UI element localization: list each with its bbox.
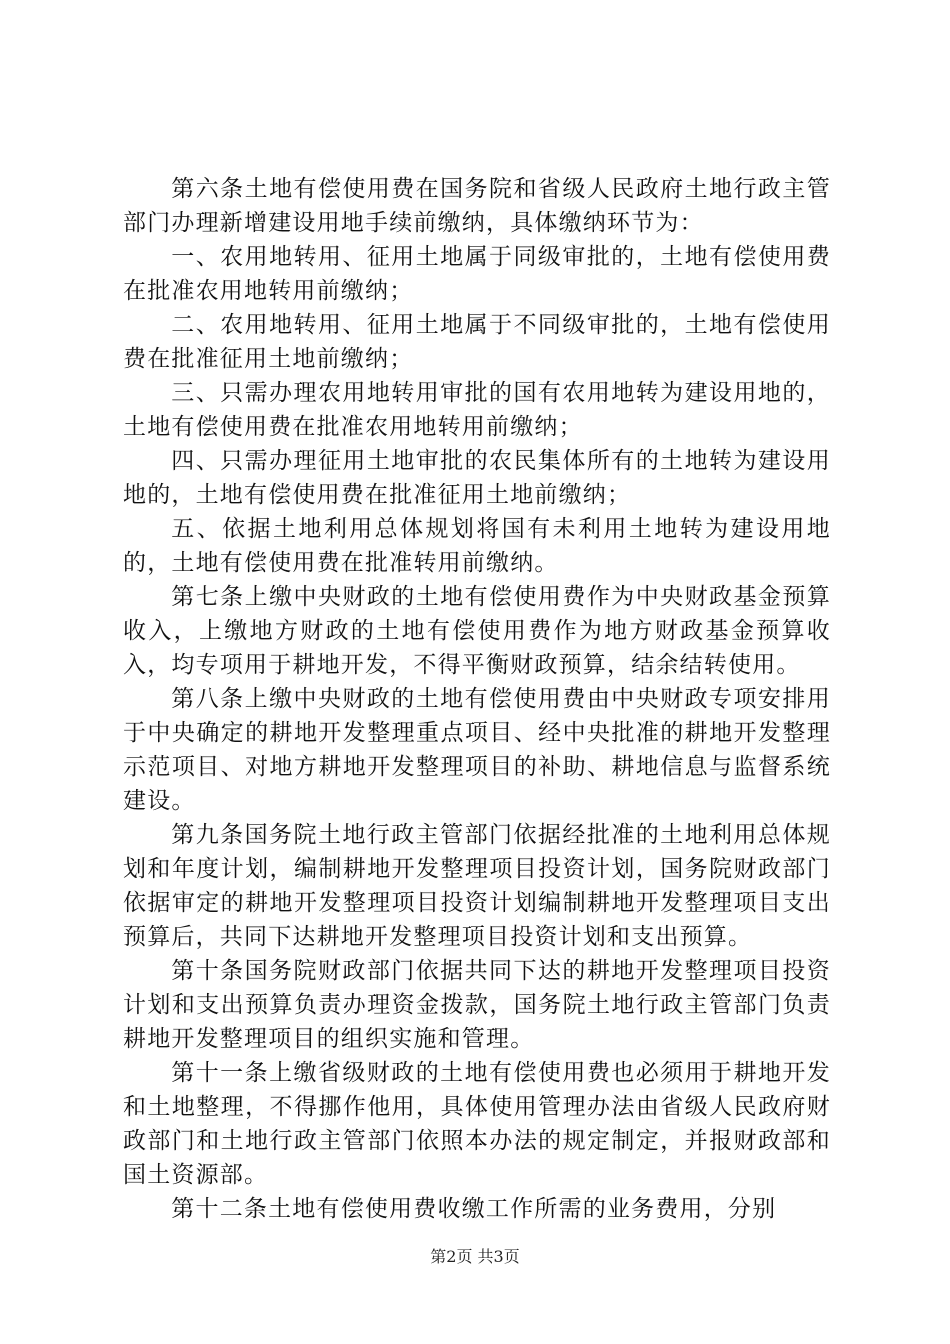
paragraph: 一、农用地转用、征用土地属于同级审批的，土地有偿使用费在批准农用地转用前缴纳； (123, 244, 831, 304)
paragraph: 第十一条上缴省级财政的土地有偿使用费也必须用于耕地开发和土地整理，不得挪作他用，具体使用管理办法由省级人民政府财政部门和土地行政主管部门依照本办法的规定制定，并报财政部和国土资源部。 (123, 1060, 831, 1188)
paragraph: 第六条土地有偿使用费在国务院和省级人民政府土地行政主管部门办理新增建设用地手续前缴纳，具体缴纳环节为： (123, 176, 831, 236)
paragraph: 第七条上缴中央财政的土地有偿使用费作为中央财政基金预算收入，上缴地方财政的土地有偿使用费作为地方财政基金预算收入，均专项用于耕地开发，不得平衡财政预算，结余结转使用。 (123, 584, 831, 678)
paragraph: 第九条国务院土地行政主管部门依据经批准的土地利用总体规划和年度计划，编制耕地开发整理项目投资计划，国务院财政部门依据审定的耕地开发整理项目投资计划编制耕地开发整理项目支出预算后，共同下达耕地开发整理项目投资计划和支出预算。 (123, 822, 831, 950)
paragraph: 第十条国务院财政部门依据共同下达的耕地开发整理项目投资计划和支出预算负责办理资金拨款，国务院土地行政主管部门负责耕地开发整理项目的组织实施和管理。 (123, 958, 831, 1052)
paragraph: 五、依据土地利用总体规划将国有未利用土地转为建设用地的，土地有偿使用费在批准转用前缴纳。 (123, 516, 831, 576)
paragraph: 三、只需办理农用地转用审批的国有农用地转为建设用地的，土地有偿使用费在批准农用地转用前缴纳； (123, 380, 831, 440)
paragraph: 第十二条土地有偿使用费收缴工作所需的业务费用，分别 (171, 1196, 777, 1222)
document-body (123, 172, 831, 1226)
paragraph: 第八条上缴中央财政的土地有偿使用费由中央财政专项安排用于中央确定的耕地开发整理重点项目、经中央批准的耕地开发整理示范项目、对地方耕地开发整理项目的补助、耕地信息与监督系统建设。 (123, 686, 831, 814)
page-number-footer: 第2页 共3页 (430, 1247, 520, 1266)
paragraph: 二、农用地转用、征用土地属于不同级审批的，土地有偿使用费在批准征用土地前缴纳； (123, 312, 831, 372)
paragraph: 四、只需办理征用土地审批的农民集体所有的土地转为建设用地的，土地有偿使用费在批准征用土地前缴纳； (123, 448, 831, 508)
